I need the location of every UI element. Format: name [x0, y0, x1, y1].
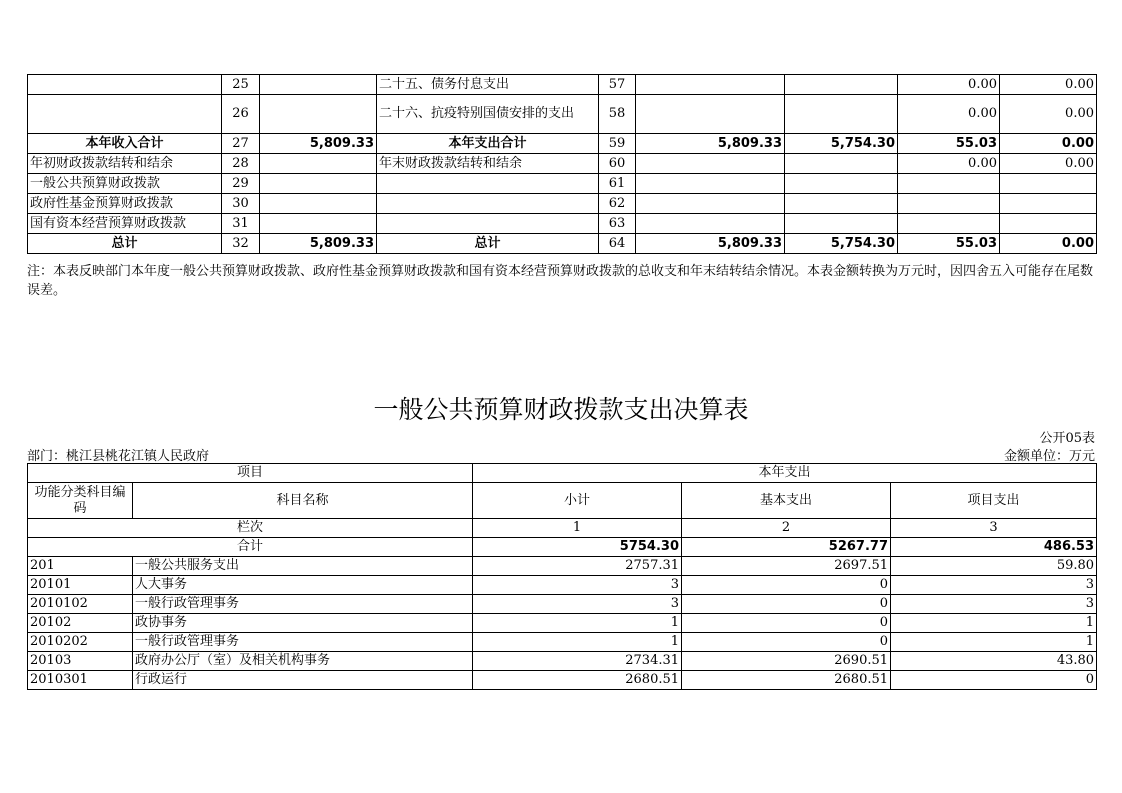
- income-amount-cell: 5,809.33: [260, 134, 377, 154]
- expense-gov-fund-cell: 55.03: [898, 234, 1000, 254]
- income-line-no-cell: 25: [222, 75, 260, 95]
- expense-line-no-cell: 62: [599, 194, 636, 214]
- subtotal-cell: 1: [473, 614, 682, 633]
- expense-general-budget-cell: [785, 154, 898, 174]
- expense-line-no-cell: 60: [599, 154, 636, 174]
- income-amount-cell: [260, 75, 377, 95]
- project-cell: 3: [891, 595, 1097, 614]
- code-cell: 2010202: [28, 633, 133, 652]
- header-subtotal: 小计: [473, 483, 682, 519]
- expense-gov-fund-cell: [898, 194, 1000, 214]
- header-name: 科目名称: [133, 483, 473, 519]
- expense-total-cell: [636, 194, 785, 214]
- code-cell: 20101: [28, 576, 133, 595]
- expense-state-capital-cell: 0.00: [1000, 75, 1097, 95]
- table-row: [28, 576, 1097, 595]
- name-cell: 政府办公厅（室）及相关机构事务: [133, 652, 473, 671]
- income-line-no-cell: 26: [222, 95, 260, 134]
- code-cell: 2010301: [28, 671, 133, 690]
- subtotal-cell: 2680.51: [473, 671, 682, 690]
- header-col3: 3: [891, 519, 1097, 538]
- total-project: 486.53: [891, 538, 1097, 557]
- income-amount-cell: [260, 154, 377, 174]
- expense-general-budget-cell: [785, 95, 898, 134]
- expense-item-cell: 二十六、抗疫特别国债安排的支出: [377, 95, 599, 134]
- table-row: [28, 557, 1097, 576]
- table-row: [28, 614, 1097, 633]
- expense-gov-fund-cell: [898, 174, 1000, 194]
- expense-line-no-cell: 59: [599, 134, 636, 154]
- table-note: 注：本表反映部门本年度一般公共预算财政拨款、政府性基金预算财政拨款和国有资本经营预算财政拨款的总收支和年末结转结余情况。本表金额转换为万元时，因四舍五入可能存在尾数误差。: [27, 264, 1094, 298]
- expense-total-cell: 5,809.33: [636, 234, 785, 254]
- expense-general-budget-cell: [785, 75, 898, 95]
- expense-general-budget-cell: 5,754.30: [785, 234, 898, 254]
- header-item: 项目: [28, 464, 473, 483]
- basic-cell: 2680.51: [682, 671, 891, 690]
- expense-total-cell: [636, 154, 785, 174]
- basic-cell: 0: [682, 576, 891, 595]
- income-item-cell: 本年收入合计: [28, 134, 222, 154]
- expense-total-cell: [636, 95, 785, 134]
- expense-line-no-cell: 58: [599, 95, 636, 134]
- expense-total-cell: [636, 75, 785, 95]
- income-amount-cell: [260, 214, 377, 234]
- name-cell: 政协事务: [133, 614, 473, 633]
- table-row: [28, 214, 1097, 234]
- table-row: [28, 595, 1097, 614]
- header-col2: 2: [682, 519, 891, 538]
- expense-item-cell: [377, 214, 599, 234]
- basic-cell: 0: [682, 614, 891, 633]
- header-code: 功能分类科目编码: [28, 483, 133, 519]
- table-row: [28, 154, 1097, 174]
- form-number: 公开05表: [1039, 431, 1095, 446]
- header-project: 项目支出: [891, 483, 1097, 519]
- subtotal-cell: 3: [473, 595, 682, 614]
- expense-gov-fund-cell: 55.03: [898, 134, 1000, 154]
- project-cell: 1: [891, 614, 1097, 633]
- expense-item-cell: [377, 174, 599, 194]
- name-cell: 行政运行: [133, 671, 473, 690]
- basic-cell: 2697.51: [682, 557, 891, 576]
- code-cell: 2010102: [28, 595, 133, 614]
- page-title: 一般公共预算财政拨款支出决算表: [373, 395, 749, 424]
- header-current-year: 本年支出: [473, 464, 1097, 483]
- income-item-cell: [28, 95, 222, 134]
- expense-gov-fund-cell: [898, 214, 1000, 234]
- income-item-cell: 总计: [28, 234, 222, 254]
- table-row: [28, 652, 1097, 671]
- header-basic: 基本支出: [682, 483, 891, 519]
- table-row: [28, 75, 1097, 95]
- header-col1: 1: [473, 519, 682, 538]
- expenditure-table: [27, 463, 1097, 690]
- expense-line-no-cell: 57: [599, 75, 636, 95]
- income-line-no-cell: 30: [222, 194, 260, 214]
- subtotal-cell: 1: [473, 633, 682, 652]
- income-line-no-cell: 32: [222, 234, 260, 254]
- unit-label: 金额单位：万元: [1003, 449, 1095, 464]
- expense-line-no-cell: 61: [599, 174, 636, 194]
- total-basic: 5267.77: [682, 538, 891, 557]
- expense-general-budget-cell: [785, 194, 898, 214]
- expense-state-capital-cell: 0.00: [1000, 154, 1097, 174]
- expense-general-budget-cell: [785, 214, 898, 234]
- expense-item-cell: 二十五、债务付息支出: [377, 75, 599, 95]
- table-row: [28, 633, 1097, 652]
- income-expense-table: [27, 74, 1097, 254]
- expense-gov-fund-cell: 0.00: [898, 75, 1000, 95]
- expense-state-capital-cell: [1000, 174, 1097, 194]
- subtotal-cell: 2757.31: [473, 557, 682, 576]
- expense-item-cell: 年末财政拨款结转和结余: [377, 154, 599, 174]
- expense-total-cell: 5,809.33: [636, 134, 785, 154]
- table-row: [28, 134, 1097, 154]
- income-item-cell: [28, 75, 222, 95]
- expense-state-capital-cell: 0.00: [1000, 95, 1097, 134]
- total-label: 合计: [28, 538, 473, 557]
- income-line-no-cell: 28: [222, 154, 260, 174]
- expense-total-cell: [636, 214, 785, 234]
- income-line-no-cell: 31: [222, 214, 260, 234]
- name-cell: 一般行政管理事务: [133, 595, 473, 614]
- total-subtotal: 5754.30: [473, 538, 682, 557]
- expense-state-capital-cell: [1000, 194, 1097, 214]
- project-cell: 3: [891, 576, 1097, 595]
- code-cell: 20102: [28, 614, 133, 633]
- expense-state-capital-cell: [1000, 214, 1097, 234]
- income-item-cell: 政府性基金预算财政拨款: [28, 194, 222, 214]
- project-cell: 59.80: [891, 557, 1097, 576]
- department-label: 部门：桃江县桃花江镇人民政府: [27, 449, 210, 464]
- project-cell: 0: [891, 671, 1097, 690]
- subtotal-cell: 2734.31: [473, 652, 682, 671]
- header-column-no: 栏次: [28, 519, 473, 538]
- expense-state-capital-cell: 0.00: [1000, 134, 1097, 154]
- table-row: [28, 671, 1097, 690]
- table-row: [28, 95, 1097, 134]
- project-cell: 1: [891, 633, 1097, 652]
- income-item-cell: 国有资本经营预算财政拨款: [28, 214, 222, 234]
- expense-item-cell: 总计: [377, 234, 599, 254]
- basic-cell: 0: [682, 633, 891, 652]
- table-row: [28, 194, 1097, 214]
- name-cell: 一般行政管理事务: [133, 633, 473, 652]
- project-cell: 43.80: [891, 652, 1097, 671]
- name-cell: 一般公共服务支出: [133, 557, 473, 576]
- income-amount-cell: [260, 174, 377, 194]
- expense-item-cell: 本年支出合计: [377, 134, 599, 154]
- expense-line-no-cell: 64: [599, 234, 636, 254]
- expense-general-budget-cell: [785, 174, 898, 194]
- income-item-cell: 年初财政拨款结转和结余: [28, 154, 222, 174]
- expense-state-capital-cell: 0.00: [1000, 234, 1097, 254]
- expense-general-budget-cell: 5,754.30: [785, 134, 898, 154]
- name-cell: 人大事务: [133, 576, 473, 595]
- expense-gov-fund-cell: 0.00: [898, 154, 1000, 174]
- income-item-cell: 一般公共预算财政拨款: [28, 174, 222, 194]
- expense-line-no-cell: 63: [599, 214, 636, 234]
- code-cell: 201: [28, 557, 133, 576]
- basic-cell: 2690.51: [682, 652, 891, 671]
- income-line-no-cell: 29: [222, 174, 260, 194]
- income-line-no-cell: 27: [222, 134, 260, 154]
- expense-item-cell: [377, 194, 599, 214]
- income-amount-cell: [260, 95, 377, 134]
- expense-gov-fund-cell: 0.00: [898, 95, 1000, 134]
- basic-cell: 0: [682, 595, 891, 614]
- income-amount-cell: 5,809.33: [260, 234, 377, 254]
- subtotal-cell: 3: [473, 576, 682, 595]
- expense-total-cell: [636, 174, 785, 194]
- income-amount-cell: [260, 194, 377, 214]
- table-row: [28, 234, 1097, 254]
- table-row: [28, 174, 1097, 194]
- code-cell: 20103: [28, 652, 133, 671]
